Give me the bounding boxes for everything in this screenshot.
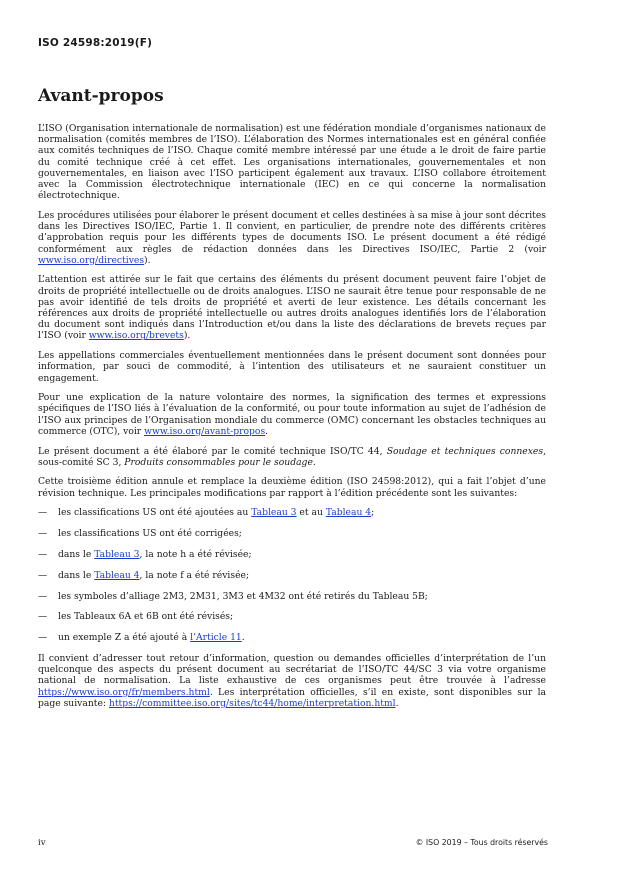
list-item: — les symboles d’alliage 2M3, 2M31, 3M3 et 4M32 ont été retirés du Tableau 5B; bbox=[38, 590, 428, 602]
paragraph-intro: L’ISO (Organisation internationale de normalisation) est une fédération mondiale d’organismes nationaux de normalisation (comités membres de l’ISO). L’élaboration des Normes internationales est en général confiée aux comités techniques de l’ISO. Chaque comité membre intéressé par une étude a le droit de faire partie du comité technique créé à cet effet. Les organisations internationales, gouvernementales et non gouvernementales, en liaison avec l’ISO participent également aux travaux. L’ISO collabore étroitement avec la Commission électrotechnique internationale (IEC) en ce qui concerne la normalisation électrotechnique. bbox=[38, 123, 546, 202]
document-header: ISO 24598:2019(F) bbox=[38, 37, 153, 49]
list-item: — les classifications US ont été ajoutées au Tableau 3 et au Tableau 4; bbox=[38, 507, 375, 519]
paragraph-patents: L’attention est attirée sur le fait que certains des éléments du présent document peuvent faire l’objet de droits de propriété intellectuelle ou de droits analogues. L’ISO ne saurait être tenue pour responsable de ne pas avoir identifié de tels droits de propriété et averti de leur existence. Les détails concernant les références aux droits de propriété intellectuelle ou autres droits analogues identifiés lors de l’élaboration du document sont indiqués dans l’Introduction et/ou dans la liste des déclarations de brevets reçues par l’ISO (voir www.iso.org/brevets). bbox=[38, 274, 546, 342]
directives-link[interactable]: www.iso.org/directives bbox=[38, 254, 145, 266]
tableau-3-link[interactable]: Tableau 3 bbox=[94, 548, 140, 560]
dash-bullet: — bbox=[38, 528, 48, 540]
tableau-4-link[interactable]: Tableau 4 bbox=[94, 569, 140, 581]
changes-list bbox=[38, 507, 546, 643]
paragraph-trade-names: Les appellations commerciales éventuellement mentionnées dans le présent document sont données pour information, par souci de commodité, à l’intention des utilisateurs et ne sauraient constituer un engagement. bbox=[38, 350, 546, 384]
dash-bullet: — bbox=[38, 590, 48, 602]
list-item: — dans le Tableau 4, la note f a été révisée; bbox=[38, 569, 250, 581]
members-link[interactable]: https://www.iso.org/fr/members.html bbox=[38, 686, 210, 698]
paragraph-voluntary: Pour une explication de la nature volontaire des normes, la signification des termes et expressions spécifiques de l’ISO liés à l’évaluation de la conformité, ou pour toute information au sujet de l’adhésion de l’ISO aux principes de l’Organisation mondiale du commerce (OMC) concernant les obstacles techniques au commerce (OTC), voir www.iso.org/avant-propos. bbox=[38, 392, 546, 437]
page-number: iv bbox=[38, 838, 46, 848]
tableau-3-link[interactable]: Tableau 3 bbox=[251, 507, 297, 519]
paragraph-feedback: Il convient d’adresser tout retour d’information, question ou demandes officielles d’interprétation de l’un quelconque des aspects du présent document au secrétariat de l’ISO/TC 44/SC 3 via votre organisme national de normalisation. La liste exhaustive de ces organismes peut être trouvée à l’adresse https://www.iso.org/fr/members.html. Les interprétation officielles, s’il en existe, sont disponibles sur la page suivante: https://committee.iso.org/sites/tc44/home/interpretation.html. bbox=[38, 652, 546, 709]
article-11-link[interactable]: l’Article 11 bbox=[190, 632, 242, 644]
dash-bullet: — bbox=[38, 507, 48, 519]
dash-bullet: — bbox=[38, 548, 48, 560]
foreword-link[interactable]: www.iso.org/avant-propos bbox=[144, 425, 266, 437]
foreword-body bbox=[38, 123, 546, 717]
tableau-4-link[interactable]: Tableau 4 bbox=[325, 507, 372, 519]
dash-bullet: — bbox=[38, 611, 48, 623]
interpretation-link[interactable]: https://committee.iso.org/sites/tc44/home/interpretation.html bbox=[108, 697, 396, 709]
paragraph-edition: Cette troisième édition annule et remplace la deuxième édition (ISO 24598:2012), qui a fait l’objet d’une révision technique. Les principales modifications par rapport à l’édition précédente sont les suivantes: bbox=[38, 476, 546, 499]
list-item: — un exemple Z a été ajouté à l’Article 11. bbox=[38, 632, 245, 644]
copyright-notice: © ISO 2019 – Tous droits réservés bbox=[415, 838, 548, 847]
list-item: — dans le Tableau 3, la note h a été révisée; bbox=[38, 548, 252, 560]
list-item: — les Tableaux 6A et 6B ont été révisés; bbox=[38, 611, 234, 623]
paragraph-committee: Le présent document a été élaboré par le comité technique ISO/TC 44, Soudage et techniques connexes, sous-comité SC 3, Produits consommables pour le soudage. bbox=[38, 445, 546, 468]
patents-link[interactable]: www.iso.org/brevets bbox=[88, 330, 184, 342]
dash-bullet: — bbox=[38, 569, 48, 581]
dash-bullet: — bbox=[38, 632, 48, 644]
page-title: Avant-propos bbox=[38, 86, 164, 106]
list-item: — les classifications US ont été corrigées; bbox=[38, 528, 242, 540]
paragraph-procedures: Les procédures utilisées pour élaborer le présent document et celles destinées à sa mise à jour sont décrites dans les Directives ISO/IEC, Partie 1. Il convient, en particulier, de prendre note des différents critères d’approbation requis pour les différents types de documents ISO. Le présent document a été rédigé conformément aux règles de rédaction données dans les Directives ISO/IEC, Partie 2 (voir www.iso.org/directives). bbox=[38, 209, 546, 266]
